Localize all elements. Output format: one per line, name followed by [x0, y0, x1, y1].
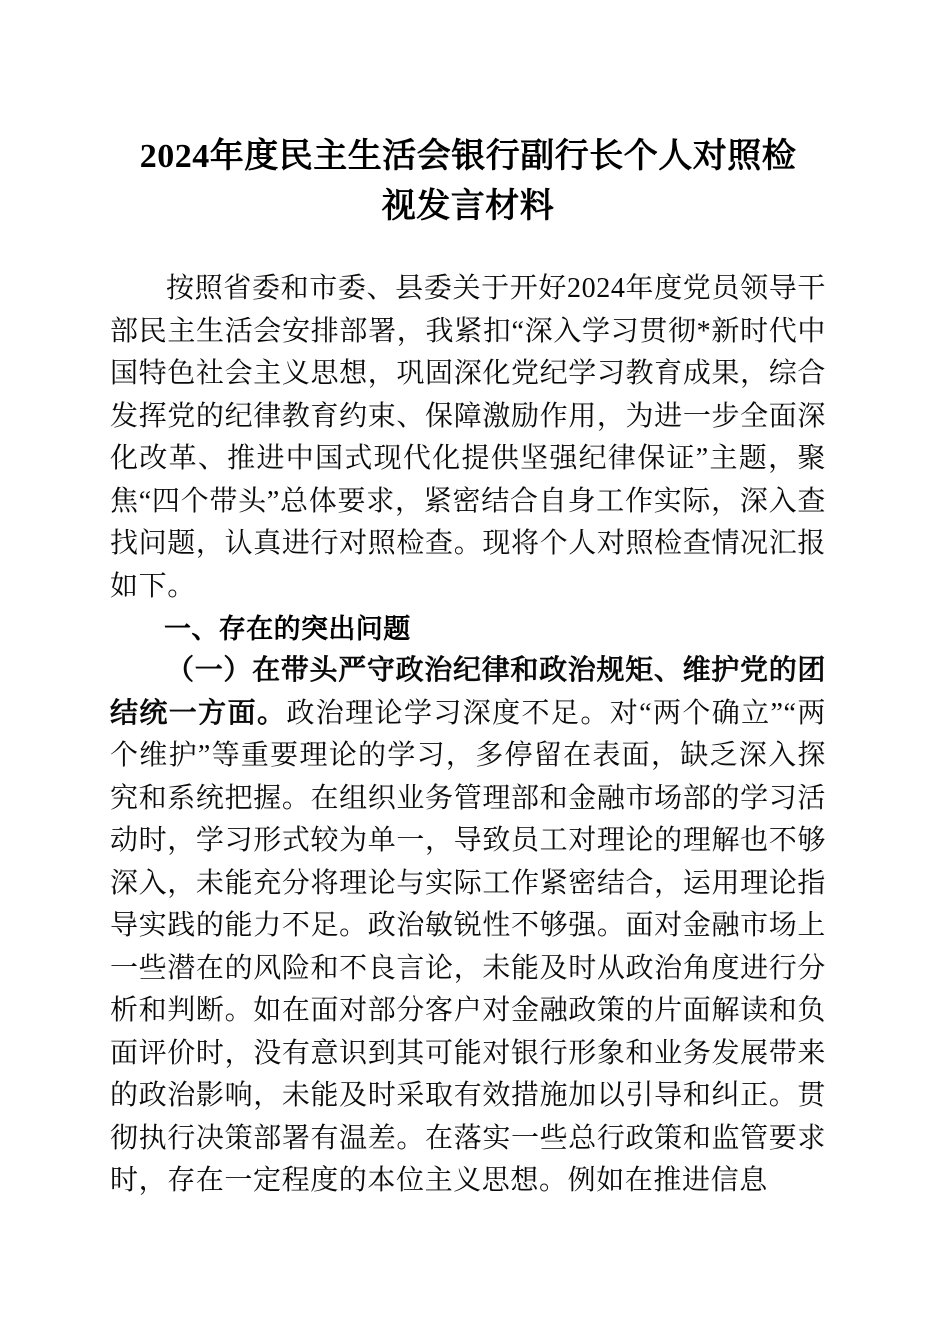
title-body-spacer	[110, 232, 826, 268]
subsection-1-lead: （一）在带头严守政治纪律和政治规矩、维护党的团结统一方面。	[110, 655, 826, 729]
page-title	[110, 0, 826, 232]
section-heading-1: 一、存在的突出问题	[164, 614, 411, 644]
page-title-line-1: 2024年度民主生活会银行副行长个人对照检	[139, 138, 797, 175]
document-content	[110, 0, 826, 1203]
subsection-1-body: 政治理论学习深度不足。对“两个确立”“两个维护”等重要理论的学习，多停留在表面，缺乏深入探究和系统把握。在组织业务管理部和金融市场部的学习活动时，学习形式较为单一，导致员工对理论的理解也不够深入，未能充分将理论与实际工作紧密结合，运用理论指导实践的能力不足。政治敏锐性不够强。面对金融市场上一些潜在的风险和不良言论，未能及时从政治角度进行分析和判断。如在面对部分客户对金融政策的片面解读和负面评价时，没有意识到其可能对银行形象和业务发展带来的政治影响，未能及时采取有效措施加以引导和纠正。贯彻执行决策部署有温差。在落实一些总行政策和监管要求时，存在一定程度的本位主义思想。例如在推进信息	[110, 697, 826, 1196]
intro-paragraph: 按照省委和市委、县委关于开好2024年度党员领导干部民主生活会安排部署，我紧扣“深入学习贯彻*新时代中国特色社会主义思想，巩固深化党纪学习教育成果，综合发挥党的纪律教育约束、保障激励作用，为进一步全面深化改革、推进中国式现代化提供坚强纪律保证”主题，聚焦“四个带头”总体要求，紧密结合自身工作实际，深入查找问题，认真进行对照检查。现将个人对照检查情况汇报如下。	[110, 273, 826, 602]
subsection-1-paragraph	[110, 650, 826, 1203]
page-title-line-2: 视发言材料	[381, 188, 555, 225]
